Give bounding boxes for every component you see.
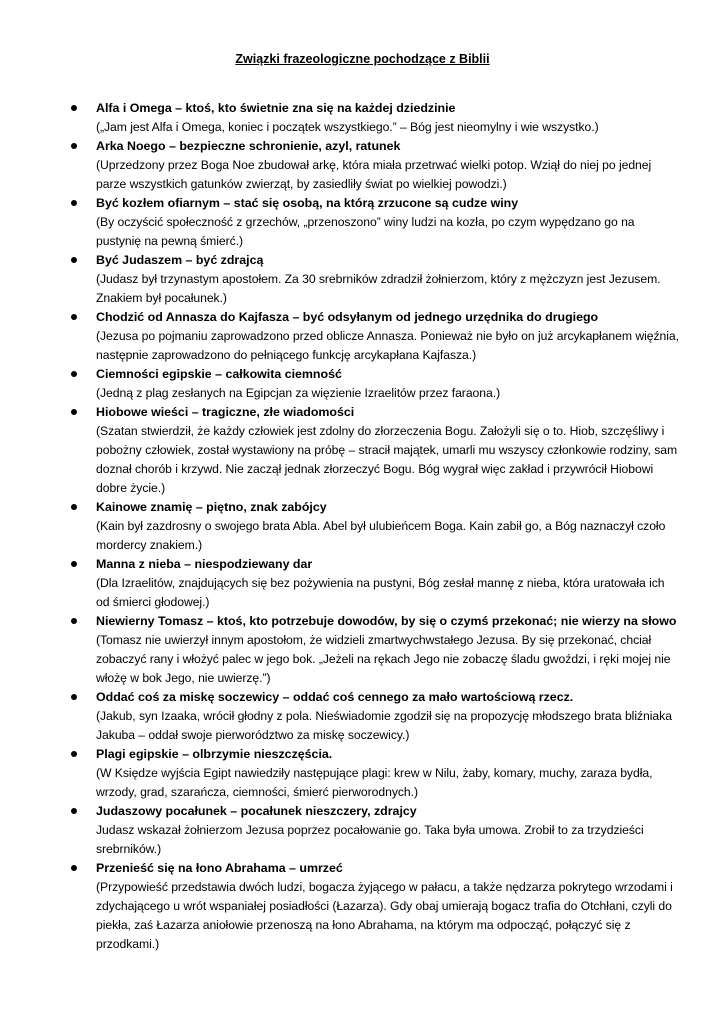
phrase-term: Chodzić od Annasza do Kajfasza – być odsyłanym od jednego urzędnika do drugiego bbox=[96, 310, 599, 324]
phrase-list bbox=[96, 99, 681, 954]
bullet-icon bbox=[71, 143, 77, 149]
phrase-description: (Jedną z plag zesłanych na Egipcjan za więzienie Izraelitów przez faraona.) bbox=[96, 386, 501, 400]
phrase-term: Judaszowy pocałunek – pocałunek nieszczery, zdrajcy bbox=[96, 804, 417, 818]
phrase-term: Przenieść się na łono Abrahama – umrzeć bbox=[96, 861, 343, 875]
phrase-description: Judasz wskazał żołnierzom Jezusa poprzez pocałowanie go. Taka była umowa. Zrobił to za trzydzieści srebrników.) bbox=[96, 823, 644, 856]
phrase-term: Być kozłem ofiarnym – stać się osobą, na którą zrzucone są cudze winy bbox=[96, 196, 519, 210]
phrase-term: Być Judaszem – być zdrajcą bbox=[96, 253, 264, 267]
bullet-icon bbox=[71, 808, 77, 814]
phrase-description: („Jam jest Alfa i Omega, koniec i początek wszystkiego.” – Bóg jest nieomylny i wie wszystko.) bbox=[96, 120, 599, 134]
list-item bbox=[96, 99, 681, 137]
phrase-description: (By oczyścić społeczność z grzechów, „przenoszono” winy ludzi na kozła, po czym wypędzano go na pustynię na pewną śmierć.) bbox=[96, 215, 635, 248]
list-item bbox=[96, 859, 681, 954]
list-item bbox=[96, 802, 681, 859]
bullet-icon bbox=[71, 257, 77, 263]
phrase-term: Alfa i Omega – ktoś, kto świetnie zna się na każdej dziedzinie bbox=[96, 101, 456, 115]
list-item bbox=[96, 365, 681, 403]
phrase-term: Manna z nieba – niespodziewany dar bbox=[96, 557, 313, 571]
bullet-icon bbox=[71, 105, 77, 111]
list-item bbox=[96, 555, 681, 612]
phrase-term: Niewierny Tomasz – ktoś, kto potrzebuje dowodów, by się o czymś przekonać; nie wierzy na słowo bbox=[96, 614, 677, 628]
phrase-description: (Szatan stwierdził, że każdy człowiek jest zdolny do złorzeczenia Bogu. Założyli się o to. Hiob, szczęśliwy i pobożny człowiek, został wystawiony na próbę – stracił majątek, umarli mu wszyscy członkowie rodziny, sam doznał chorób i krzywd. Nie zaczął jednak złorzeczyć Bogu. Bóg wygrał więc zakład i przywrócił Hiobowi dobre życie.) bbox=[96, 424, 678, 495]
phrase-description: (Jezusa po pojmaniu zaprowadzono przed oblicze Annasza. Ponieważ nie było on już arcykapłanem więźnia, następnie zaprowadzono do pełniącego funkcję arcykapłana Kajfasza.) bbox=[96, 329, 679, 362]
phrase-description: (Jakub, syn Izaaka, wrócił głodny z pola. Nieświadomie zgodził się na propozycję młodszego brata bliźniaka Jakuba – oddał swoje pierworództwo za miskę soczewicy.) bbox=[96, 709, 672, 742]
list-item bbox=[96, 137, 681, 194]
phrase-term: Ciemności egipskie – całkowita ciemność bbox=[96, 367, 342, 381]
bullet-icon bbox=[71, 504, 77, 510]
phrase-term: Kainowe znamię – piętno, znak zabójcy bbox=[96, 500, 327, 514]
phrase-term: Arka Noego – bezpieczne schronienie, azyl, ratunek bbox=[96, 139, 401, 153]
bullet-icon bbox=[71, 561, 77, 567]
bullet-icon bbox=[71, 751, 77, 757]
list-item bbox=[96, 745, 681, 802]
bullet-icon bbox=[71, 694, 77, 700]
bullet-icon bbox=[71, 200, 77, 206]
bullet-icon bbox=[71, 371, 77, 377]
list-item bbox=[96, 498, 681, 555]
phrase-term: Plagi egipskie – olbrzymie nieszczęścia. bbox=[96, 747, 333, 761]
list-item bbox=[96, 308, 681, 365]
document-title: Związki frazeologiczne pochodzące z Biblii bbox=[235, 52, 490, 66]
bullet-icon bbox=[71, 618, 77, 624]
phrase-term: Oddać coś za miskę soczewicy – oddać coś cennego za mało wartościową rzecz. bbox=[96, 690, 574, 704]
bullet-icon bbox=[71, 314, 77, 320]
phrase-description: (Tomasz nie uwierzył innym apostołom, że widzieli zmartwychwstałego Jezusa. By się przekonać, chciał zobaczyć rany i włożyć palec w jego bok. „Jeżeli na rękach Jego nie zobaczę śladu gwoździ, i ręki mojej nie włożę w bok Jego, nie uwierzę.”) bbox=[96, 633, 671, 685]
list-item bbox=[96, 688, 681, 745]
list-item bbox=[96, 612, 681, 688]
phrase-description: (Dla Izraelitów, znajdujących się bez pożywienia na pustyni, Bóg zesłał mannę z nieba, która uratowała ich od śmierci głodowej.) bbox=[96, 576, 665, 609]
list-item bbox=[96, 194, 681, 251]
phrase-description: (Judasz był trzynastym apostołem. Za 30 srebrników zdradził żołnierzom, który z mężczyzn jest Jezusem. Znakiem był pocałunek.) bbox=[96, 272, 661, 305]
bullet-icon bbox=[71, 865, 77, 871]
phrase-term: Hiobowe wieści – tragiczne, złe wiadomości bbox=[96, 405, 355, 419]
phrase-description: (Kain był zazdrosny o swojego brata Abla. Abel był ulubieńcem Boga. Kain zabił go, a Bóg naznaczył czoło mordercy znakiem.) bbox=[96, 519, 666, 552]
list-item bbox=[96, 403, 681, 498]
phrase-description: (Przypowieść przedstawia dwóch ludzi, bogacza żyjącego w pałacu, a także nędzarza pokrytego wrzodami i zdychającego u wrót wspaniałej posiadłości (Łazarza). Gdy obaj umierają bogacz trafia do Otchłani, czyli do piekła, zaś Łazarza aniołowie przenoszą na łono Abrahama, na którym ma odpocząć, połączyć się z przodkami.) bbox=[96, 880, 673, 951]
phrase-description: (W Księdze wyjścia Egipt nawiedziły następujące plagi: krew w Nilu, żaby, komary, muchy, zaraza bydła, wrzody, grad, szarańcza, ciemności, śmierć pierworodnych.) bbox=[96, 766, 653, 799]
list-item bbox=[96, 251, 681, 308]
bullet-icon bbox=[71, 409, 77, 415]
phrase-description: (Uprzedzony przez Boga Noe zbudował arkę, która miała przetrwać wielki potop. Wziął do niej po jednej parze wszystkich gatunków zwierząt, by zasiedliły świat po wielkiej powodzi.) bbox=[96, 158, 652, 191]
